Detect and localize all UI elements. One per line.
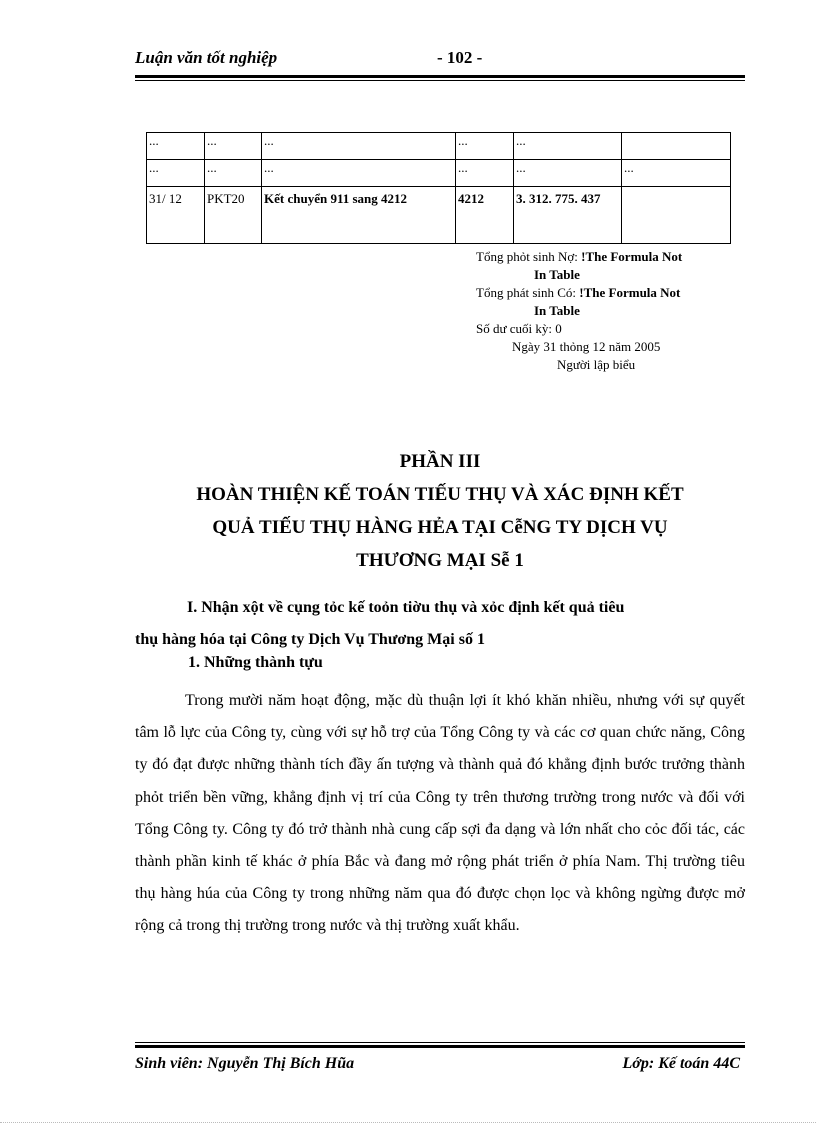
- debit-total: Tổng phỏt sinh Nợ: !The Formula Not: [476, 249, 683, 264]
- table-cell: ...: [456, 160, 514, 187]
- header-rule-thin: [135, 80, 745, 81]
- table-row: [147, 133, 731, 160]
- table-row: [147, 160, 731, 187]
- section-heading-line: I. Nhận xột về cụng tỏc kế toỏn tiờu thụ và xỏc định kết quả tiêu: [187, 599, 625, 616]
- credit-total-cont: In Table: [534, 303, 580, 318]
- part-title-line: THƯƠNG MẠI Sễ 1: [356, 550, 524, 571]
- report-date: Ngày 31 thỏng 12 năm 2005: [512, 339, 661, 354]
- table-cell: ...: [262, 160, 456, 187]
- header-rule-thick: [135, 75, 745, 78]
- table-cell: ...: [514, 133, 622, 160]
- table-cell: [622, 133, 731, 160]
- body-paragraph: [135, 685, 745, 943]
- table-cell: [622, 187, 731, 244]
- table-cell: ...: [147, 133, 205, 160]
- part-title-line: QUẢ TIẾU THỤ HÀNG HẺA TẠI CễNG TY DỊCH VỤ: [212, 517, 668, 538]
- page-footer: [135, 1055, 740, 1073]
- part-number: PHẦN III: [399, 451, 481, 472]
- table-row: [147, 187, 731, 244]
- table-cell: ...: [205, 160, 262, 187]
- footer-class: Lớp: Kế toán 44C: [622, 1055, 740, 1072]
- closing-balance: Số dư cuối kỳ: 0: [476, 321, 562, 336]
- section-heading: [135, 592, 745, 656]
- amount-cell: 3. 312. 775. 437: [514, 187, 622, 244]
- table-cell: ...: [147, 160, 205, 187]
- table-cell: ...: [622, 160, 731, 187]
- table-cell: ...: [205, 133, 262, 160]
- part-title-line: HOÀN THIỆN KẾ TOÁN TIẾU THỤ VÀ XÁC ĐỊNH KẾT: [196, 484, 684, 505]
- page-number: - 102 -: [437, 48, 483, 67]
- subheading: 1. Những thành tựu: [188, 654, 323, 671]
- voucher-cell: PKT20: [205, 187, 262, 244]
- section-heading-line: thụ hàng hóa tại Công ty Dịch Vụ Thương Mại số 1: [135, 631, 485, 648]
- debit-total-cont: In Table: [534, 267, 580, 282]
- credit-total: Tổng phát sinh Có: !The Formula Not: [476, 285, 681, 300]
- part-heading: [135, 445, 745, 577]
- page-header: [135, 48, 745, 78]
- account-cell: 4212: [456, 187, 514, 244]
- paragraph-text: Trong mười năm hoạt động, mặc dù thuận lợi ít khó khăn nhiều, nhưng với sự quyết tâm lỗ lực của Công ty, cùng với sự hỗ trợ của Tổng Công ty và các cơ quan chức năng, Công ty đó đạt được những thành tích đầy ấn tượng và thành quả đó khẳng định bước trưởng thành phỏt triển bền vững, khẳng định vị trí của Công ty trên thương trường trong nước và đối với Tổng Công ty. Công ty đó trở thành nhà cung cấp sợi đa dạng và lớn nhất cho cỏc đối tác, các thành phần kinh tế khác ở phía Bắc và đang mở rộng phát triển ở phía Nam. Thị trường tiêu thụ hàng húa của Công ty trong những năm qua đó được chọn lọc và không ngừng được mở rộng cả trong thị trường trong nước và thị trường xuất khẩu.: [135, 692, 745, 935]
- date-cell: 31/ 12: [147, 187, 205, 244]
- table-cell: ...: [262, 133, 456, 160]
- table-cell: ...: [514, 160, 622, 187]
- footer-rule-thin: [135, 1042, 745, 1043]
- description-cell: Kết chuyển 911 sang 4212: [262, 187, 456, 244]
- footer-rule-thick: [135, 1045, 745, 1048]
- ledger-summary: [476, 248, 744, 374]
- table-cell: ...: [456, 133, 514, 160]
- footer-student: Sinh viên: Nguyễn Thị Bích Hũa: [135, 1055, 355, 1072]
- signer-label: Người lập biểu: [557, 357, 636, 372]
- ledger-table: [146, 132, 731, 244]
- header-title: Luận văn tốt nghiệp: [135, 48, 278, 67]
